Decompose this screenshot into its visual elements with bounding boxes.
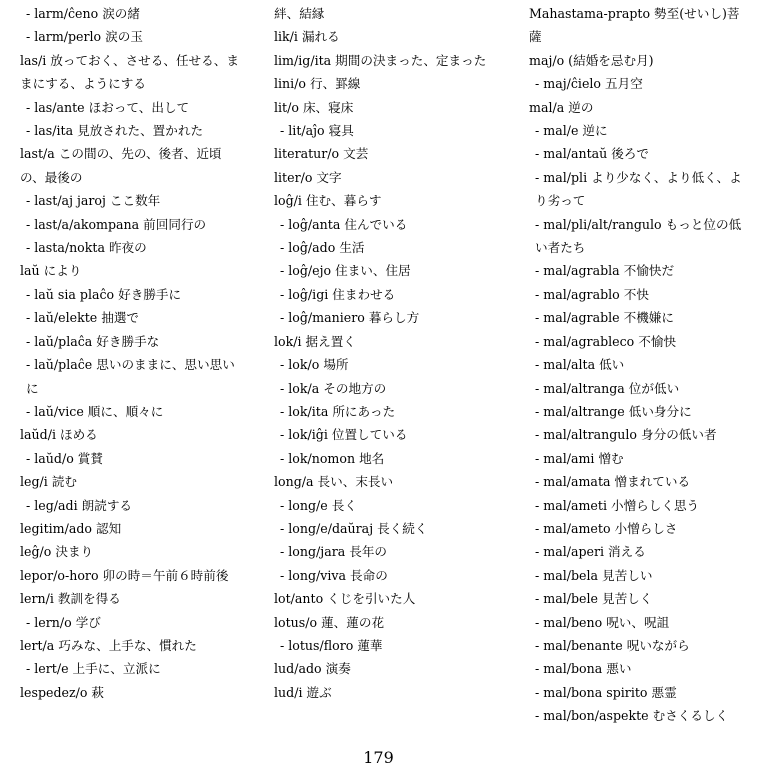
- sub-entry: - long/viva 長命の: [280, 567, 388, 583]
- sub-entry: - mal/bona spirito 悪霊: [535, 684, 677, 700]
- sub-entry: - mal/pli より少なく、より低く、より劣って: [535, 169, 742, 209]
- sub-entry: - mal/ami 憎む: [535, 450, 624, 466]
- headword-entry: mal/a 逆の: [529, 99, 594, 115]
- headword-entry: legitim/ado 認知: [20, 520, 122, 536]
- headword-entry: lik/i 漏れる: [274, 29, 340, 45]
- headword-entry: lern/i 教訓を得る: [20, 591, 121, 607]
- sub-entry: - laŭ/plaĉe 思いのままに、思い思いに: [26, 357, 235, 396]
- sub-entry: - mal/altrangulo 身分の低い者: [535, 427, 717, 443]
- sub-entry: - las/ante ほおって、出して: [26, 99, 190, 115]
- sub-entry: - larm/ĉeno 涙の緒: [26, 6, 140, 21]
- sub-entry: - laŭ/plaĉa 好き勝手な: [26, 333, 160, 349]
- sub-entry: - last/a/akompana 前回同行の: [26, 216, 207, 232]
- sub-entry: - laŭ sia plaĉo 好き勝手に: [26, 286, 182, 302]
- headword-entry: loĝ/i 住む、暮らす: [274, 193, 382, 209]
- sub-entry: - mal/bon/aspekte むさくるしく: [535, 708, 729, 724]
- sub-entry: - laŭd/o 賞賛: [26, 450, 103, 466]
- sub-entry: - mal/altrange 低い身分に: [535, 403, 692, 419]
- sub-entry: - long/e/daŭraj 長く続く: [280, 520, 428, 536]
- sub-entry: - mal/amata 憎まれている: [535, 474, 691, 490]
- headword-entry: leg/i 読む: [20, 474, 78, 490]
- sub-entry: - laŭ/elekte 抽選で: [26, 310, 140, 326]
- sub-entry: - mal/antaŭ 後ろで: [535, 146, 649, 162]
- sub-entry: - lok/ita 所にあった: [280, 403, 396, 419]
- headword-entry: long/a 長い、末長い: [274, 474, 394, 490]
- sub-entry: - lern/o 学び: [26, 614, 101, 630]
- page-number: 179: [363, 748, 394, 767]
- headword-entry: laŭ により: [20, 263, 82, 279]
- headword-entry: last/a この間の、先の、後者、近頃の、最後の: [20, 146, 222, 185]
- sub-entry: - laŭ/vice 順に、順々に: [26, 403, 164, 419]
- headword-entry: liter/o 文字: [274, 169, 342, 185]
- sub-entry: - lok/nomon 地名: [280, 450, 385, 466]
- sub-entry: - mal/ameto 小憎らしさ: [535, 520, 678, 536]
- sub-entry: - mal/aperi 消える: [535, 544, 646, 560]
- sub-entry: - mal/beno 呪い、呪詛: [535, 614, 670, 630]
- headword-entry: lert/a 巧みな、上手な、慣れた: [20, 637, 197, 653]
- headword-entry: lok/i 据え置く: [274, 333, 356, 349]
- headword-entry: lot/anto くじを引いた人: [274, 591, 416, 607]
- sub-entry: - mal/ameti 小憎らしく思う: [535, 497, 700, 513]
- sub-entry: - mal/altranga 位が低い: [535, 380, 680, 396]
- sub-entry: - loĝ/ado 生活: [280, 240, 365, 256]
- sub-entry: - lit/aĵo 寝具: [280, 123, 354, 139]
- sub-entry: - mal/bela 見苦しい: [535, 567, 653, 583]
- sub-entry: - long/e 長く: [280, 497, 357, 513]
- sub-entry: - mal/e 逆に: [535, 123, 608, 139]
- sub-entry: - mal/bele 見苦しく: [535, 591, 653, 607]
- headword-entry: lepor/o-horo 卯の時＝午前６時前後: [20, 567, 229, 583]
- headword-entry: 絆、結縁: [274, 6, 325, 21]
- sub-entry: - loĝ/igi 住まわせる: [280, 286, 396, 302]
- sub-entry: - maj/ĉielo 五月空: [535, 76, 643, 92]
- sub-entry: - long/jara 長年の: [280, 544, 388, 560]
- sub-entry: - lotus/floro 蓮華: [280, 637, 383, 653]
- headword-entry: literatur/o 文芸: [274, 146, 369, 162]
- sub-entry: - mal/agrable 不機嫌に: [535, 310, 674, 326]
- sub-entry: - mal/agrabla 不愉快だ: [535, 263, 675, 279]
- sub-entry: - mal/alta 低い: [535, 357, 625, 373]
- sub-entry: - loĝ/anta 住んでいる: [280, 216, 408, 232]
- sub-entry: - loĝ/maniero 暮らし方: [280, 310, 420, 326]
- column-3: [529, 2, 751, 728]
- headword-entry: lit/o 床、寝床: [274, 99, 354, 115]
- headword-entry: laŭd/i ほめる: [20, 427, 98, 443]
- sub-entry: - lok/o 場所: [280, 357, 349, 373]
- sub-entry: - lasta/nokta 昨夜の: [26, 240, 147, 256]
- sub-entry: - mal/benante 呪いながら: [535, 637, 690, 653]
- sub-entry: - lok/a その地方の: [280, 380, 387, 396]
- sub-entry: - loĝ/ejo 住まい、住居: [280, 263, 411, 279]
- column-1: [20, 2, 242, 704]
- headword-entry: lud/ado 演奏: [274, 661, 351, 677]
- sub-entry: - las/ita 見放された、置かれた: [26, 123, 204, 139]
- sub-entry: - mal/pli/alt/rangulo もっと位の低い者たち: [535, 216, 742, 256]
- column-2: [274, 2, 498, 704]
- headword-entry: Mahastama-prapto 勢至(せいし)菩薩: [529, 6, 740, 45]
- sub-entry: - mal/bona 悪い: [535, 661, 632, 677]
- sub-entry: - leg/adi 朗読する: [26, 497, 133, 513]
- headword-entry: leĝ/o 決まり: [20, 544, 94, 560]
- sub-entry: - last/aj jaroj ここ数年: [26, 193, 161, 209]
- headword-entry: maj/o (結婚を忌む月): [529, 52, 654, 68]
- sub-entry: - lert/e 上手に、立派に: [26, 661, 161, 677]
- headword-entry: las/i 放っておく、させる、任せる、ままにする、ようにする: [20, 52, 239, 92]
- sub-entry: - mal/agrablo 不快: [535, 286, 649, 302]
- sub-entry: - lok/iĝi 位置している: [280, 427, 408, 443]
- headword-entry: lespedez/o 萩: [20, 684, 105, 700]
- sub-entry: - larm/perlo 涙の玉: [26, 29, 143, 45]
- headword-entry: lim/ig/ita 期間の決まった、定まった: [274, 52, 487, 68]
- headword-entry: lini/o 行、罫線: [274, 76, 361, 92]
- headword-entry: lud/i 遊ぶ: [274, 684, 332, 700]
- headword-entry: lotus/o 蓮、蓮の花: [274, 614, 385, 630]
- sub-entry: - mal/agrableco 不愉快: [535, 333, 677, 349]
